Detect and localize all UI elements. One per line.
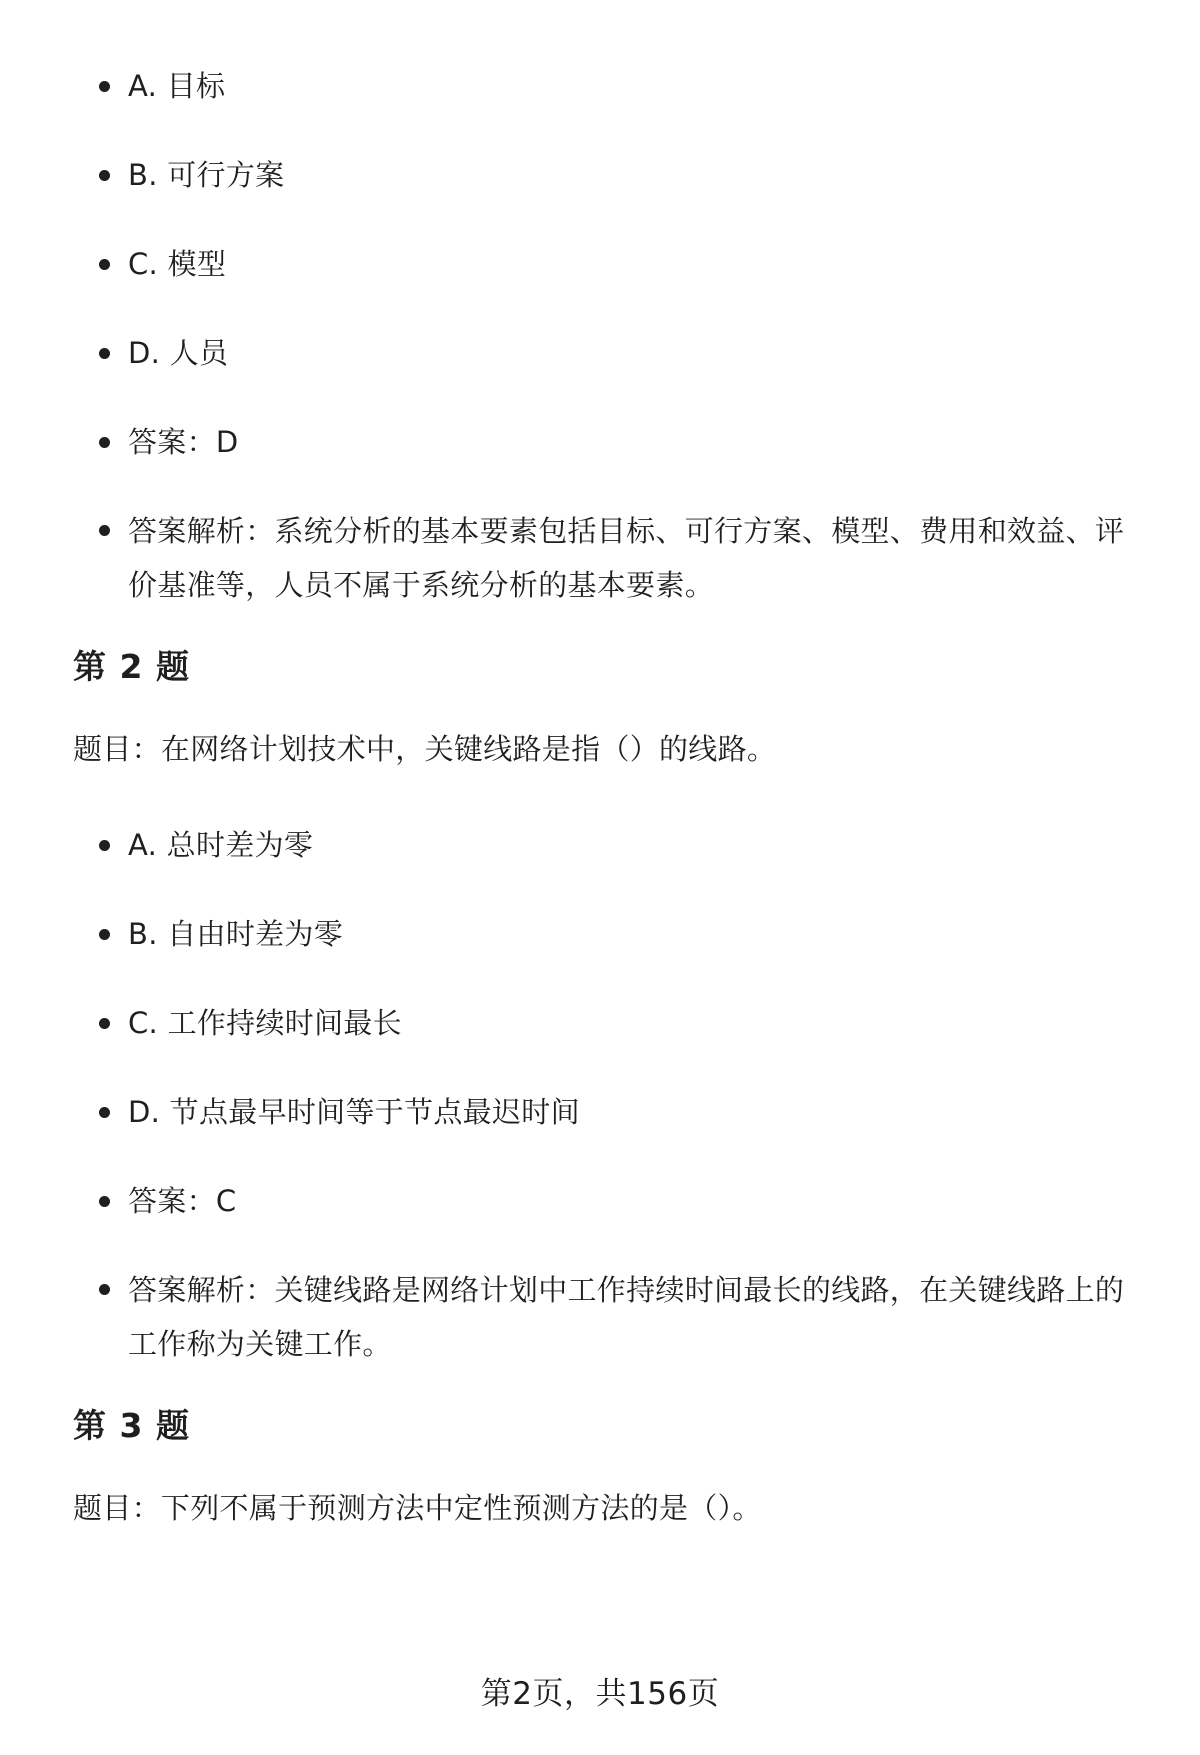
bullet-icon (99, 81, 110, 92)
list-item (73, 145, 1153, 205)
q1-option-b: B. 可行方案 (128, 158, 285, 192)
page-content (73, 56, 1153, 1574)
q2-explanation: 答案解析：关键线路是网络计划中工作持续时间最长的线路，在关键线路上的工作称为关键工作。 (128, 1273, 1125, 1361)
bullet-icon (99, 929, 110, 940)
q1-options-list (73, 56, 1153, 615)
q2-options-list (73, 815, 1153, 1374)
bullet-icon (99, 1196, 110, 1207)
bullet-icon (99, 1107, 110, 1118)
list-item (73, 56, 1153, 116)
list-item (73, 1082, 1153, 1142)
q3-stem: 题目：下列不属于预测方法中定性预测方法的是（）。 (73, 1491, 762, 1525)
q1-option-a: A. 目标 (128, 69, 226, 103)
q1-answer: 答案：D (128, 425, 239, 459)
q2-option-a: A. 总时差为零 (128, 828, 314, 862)
q1-option-c: C. 模型 (128, 247, 227, 281)
bullet-icon (99, 525, 110, 536)
page-footer: 第2页，共156页 (480, 1676, 720, 1712)
list-item (73, 234, 1153, 294)
bullet-icon (99, 1018, 110, 1029)
q2-title: 第 2 题 (73, 647, 190, 686)
q2-stem: 题目：在网络计划技术中，关键线路是指（）的线路。 (73, 732, 777, 766)
list-item (73, 993, 1153, 1053)
list-item (73, 501, 1153, 615)
bullet-icon (99, 170, 110, 181)
list-item (73, 323, 1153, 383)
q1-option-d: D. 人员 (128, 336, 229, 370)
q1-explanation: 答案解析：系统分析的基本要素包括目标、可行方案、模型、费用和效益、评价基准等，人员不属于系统分析的基本要素。 (128, 514, 1125, 602)
list-item (73, 815, 1153, 875)
q2-option-d: D. 节点最早时间等于节点最迟时间 (128, 1095, 580, 1129)
q3-title: 第 3 题 (73, 1406, 190, 1445)
list-item (73, 1260, 1153, 1374)
bullet-icon (99, 1284, 110, 1295)
bullet-icon (99, 259, 110, 270)
q2-answer: 答案：C (128, 1184, 237, 1218)
bullet-icon (99, 437, 110, 448)
list-item (73, 1171, 1153, 1231)
bullet-icon (99, 840, 110, 851)
q2-option-b: B. 自由时差为零 (128, 917, 344, 951)
list-item (73, 412, 1153, 472)
q2-option-c: C. 工作持续时间最长 (128, 1006, 402, 1040)
list-item (73, 904, 1153, 964)
bullet-icon (99, 348, 110, 359)
